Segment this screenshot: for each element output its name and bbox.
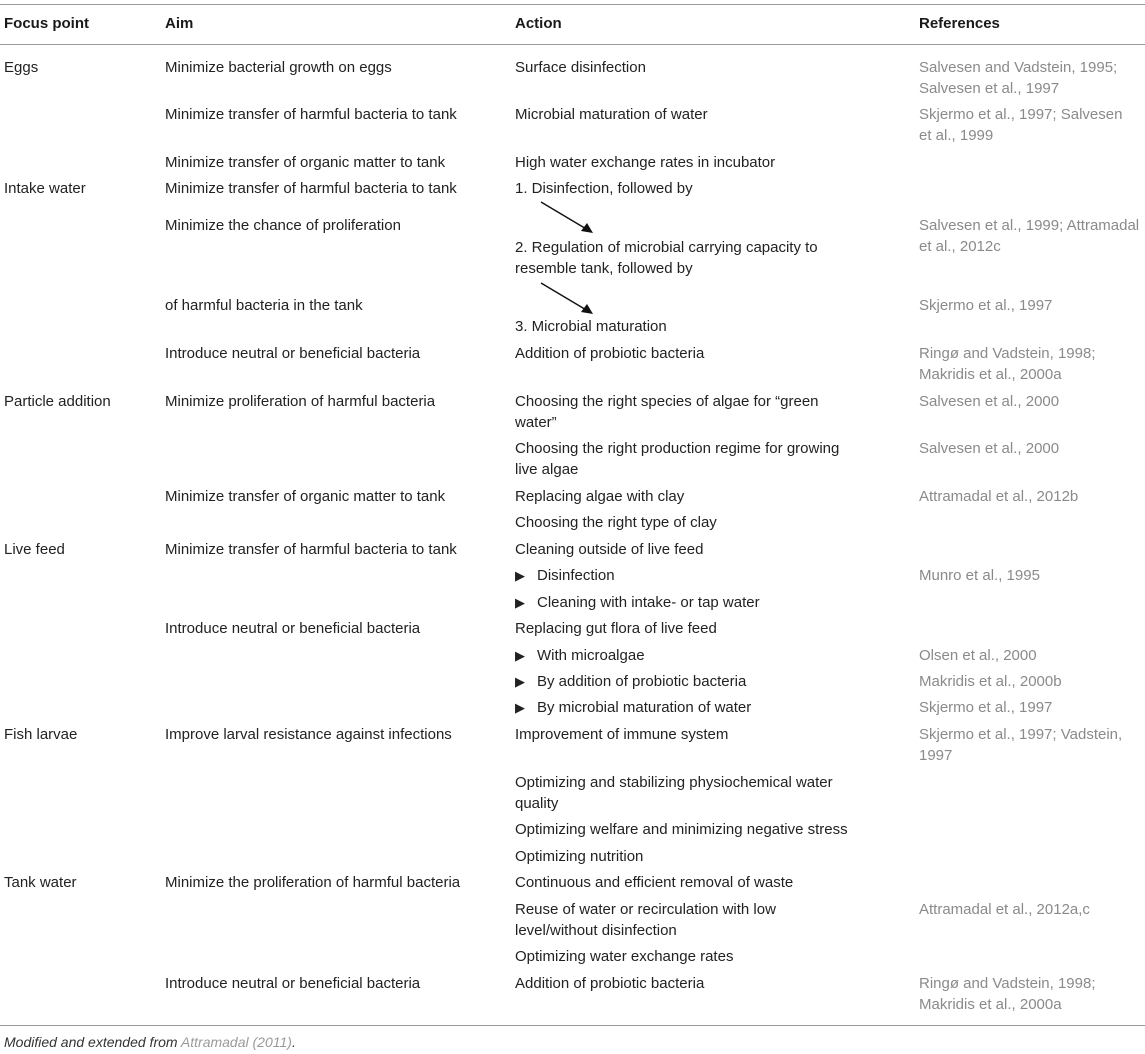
reference-cell: Ringø and Vadstein, 1998;: [919, 345, 1096, 362]
reference-cell: 1997: [919, 747, 953, 764]
reference-cell: Salvesen et al., 1997: [919, 80, 1060, 97]
bullet-icon: ▶: [515, 674, 525, 689]
aim-cell: Introduce neutral or beneficial bacteria: [165, 975, 421, 992]
bullet-icon: ▶: [515, 568, 525, 583]
reference-cell: et al., 1999: [919, 127, 994, 144]
focus-particle-addition: Particle addition: [4, 393, 111, 410]
action-cell: By microbial maturation of water: [537, 699, 752, 716]
reference-cell: Skjermo et al., 1997; Salvesen: [919, 106, 1123, 123]
table-top-rule: [0, 4, 1145, 5]
bullet-icon: ▶: [515, 648, 525, 663]
reference-cell: Salvesen et al., 2000: [919, 393, 1060, 410]
action-cell: Optimizing and stabilizing physiochemical water: [515, 774, 833, 791]
action-cell: Microbial maturation of water: [515, 106, 708, 123]
header-focus-point: Focus point: [4, 15, 89, 32]
aim-cell: Introduce neutral or beneficial bacteria: [165, 620, 421, 637]
reference-cell: Salvesen and Vadstein, 1995;: [919, 59, 1118, 76]
reference-cell: et al., 2012c: [919, 238, 1001, 255]
reference-cell: Munro et al., 1995: [919, 567, 1040, 584]
header-bottom-rule: [0, 44, 1145, 45]
action-cell: Reuse of water or recirculation with low: [515, 901, 776, 918]
focus-fish-larvae: Fish larvae: [4, 726, 78, 743]
action-cell: Surface disinfection: [515, 59, 646, 76]
table-footnote: [4, 1034, 296, 1050]
reference-cell: Ringø and Vadstein, 1998;: [919, 975, 1096, 992]
reference-cell: Attramadal et al., 2012b: [919, 488, 1079, 505]
focus-tank-water: Tank water: [4, 874, 77, 891]
action-cell: Choosing the right species of algae for “green: [515, 393, 819, 410]
table-bottom-rule: [0, 1025, 1145, 1026]
action-cell: Addition of probiotic bacteria: [515, 975, 705, 992]
action-cell: Improvement of immune system: [515, 726, 729, 743]
action-cell: Optimizing nutrition: [515, 848, 644, 865]
reference-cell: Makridis et al., 2000b: [919, 673, 1062, 690]
footnote-period: .: [291, 1034, 296, 1050]
action-cell: Cleaning with intake- or tap water: [537, 594, 760, 611]
action-cell: live algae: [515, 461, 579, 478]
action-cell: Optimizing welfare and minimizing negative stress: [515, 821, 848, 838]
action-cell: Cleaning outside of live feed: [515, 541, 704, 558]
reference-cell: Salvesen et al., 2000: [919, 440, 1060, 457]
footnote-text: Modified and extended from: [4, 1034, 181, 1050]
reference-cell: Olsen et al., 2000: [919, 647, 1037, 664]
action-cell: Replacing algae with clay: [515, 488, 685, 505]
aim-cell: Minimize the chance of proliferation: [165, 217, 401, 234]
action-cell: Disinfection: [537, 567, 615, 584]
action-cell: 3. Microbial maturation: [515, 318, 667, 335]
bullet-icon: ▶: [515, 595, 525, 610]
action-cell: quality: [515, 795, 559, 812]
aim-cell: Minimize the proliferation of harmful bacteria: [165, 874, 461, 891]
aim-cell: Minimize bacterial growth on eggs: [165, 59, 392, 76]
reference-cell: Skjermo et al., 1997: [919, 297, 1053, 314]
footnote-link[interactable]: Attramadal (2011): [180, 1034, 292, 1050]
focus-live-feed: Live feed: [4, 541, 65, 558]
focus-intake-water: Intake water: [4, 180, 86, 197]
action-cell: High water exchange rates in incubator: [515, 154, 776, 171]
focus-eggs: Eggs: [4, 59, 39, 76]
bullet-icon: ▶: [515, 700, 525, 715]
action-cell: Continuous and efficient removal of waste: [515, 874, 794, 891]
reference-cell: Skjermo et al., 1997: [919, 699, 1053, 716]
aim-cell: of harmful bacteria in the tank: [165, 297, 363, 314]
action-cell: resemble tank, followed by: [515, 260, 693, 277]
reference-cell: Makridis et al., 2000a: [919, 996, 1062, 1013]
action-cell: water”: [515, 414, 557, 431]
reference-cell: Makridis et al., 2000a: [919, 366, 1062, 383]
action-cell: Choosing the right type of clay: [515, 514, 717, 531]
action-cell: Addition of probiotic bacteria: [515, 345, 705, 362]
header-references: References: [919, 15, 1000, 32]
reference-cell: Skjermo et al., 1997; Vadstein,: [919, 726, 1123, 743]
arrow-icon: [538, 200, 598, 240]
arrow-icon: [538, 281, 598, 321]
action-cell: Optimizing water exchange rates: [515, 948, 734, 965]
action-cell: 1. Disinfection, followed by: [515, 180, 693, 197]
aim-cell: Minimize transfer of organic matter to tank: [165, 154, 446, 171]
action-cell: Choosing the right production regime for growing: [515, 440, 840, 457]
aim-cell: Improve larval resistance against infections: [165, 726, 452, 743]
aim-cell: Minimize proliferation of harmful bacteria: [165, 393, 436, 410]
aim-cell: Minimize transfer of harmful bacteria to tank: [165, 106, 457, 123]
aim-cell: Minimize transfer of harmful bacteria to tank: [165, 180, 457, 197]
aim-cell: Introduce neutral or beneficial bacteria: [165, 345, 421, 362]
action-cell: level/without disinfection: [515, 922, 677, 939]
aim-cell: Minimize transfer of harmful bacteria to tank: [165, 541, 457, 558]
aim-cell: Minimize transfer of organic matter to tank: [165, 488, 446, 505]
action-cell: With microalgae: [537, 647, 645, 664]
reference-cell: Salvesen et al., 1999; Attramadal: [919, 217, 1140, 234]
action-cell: By addition of probiotic bacteria: [537, 673, 747, 690]
header-action: Action: [515, 15, 562, 32]
header-aim: Aim: [165, 15, 194, 32]
action-cell: 2. Regulation of microbial carrying capacity to: [515, 239, 818, 256]
action-cell: Replacing gut flora of live feed: [515, 620, 717, 637]
reference-cell: Attramadal et al., 2012a,c: [919, 901, 1090, 918]
